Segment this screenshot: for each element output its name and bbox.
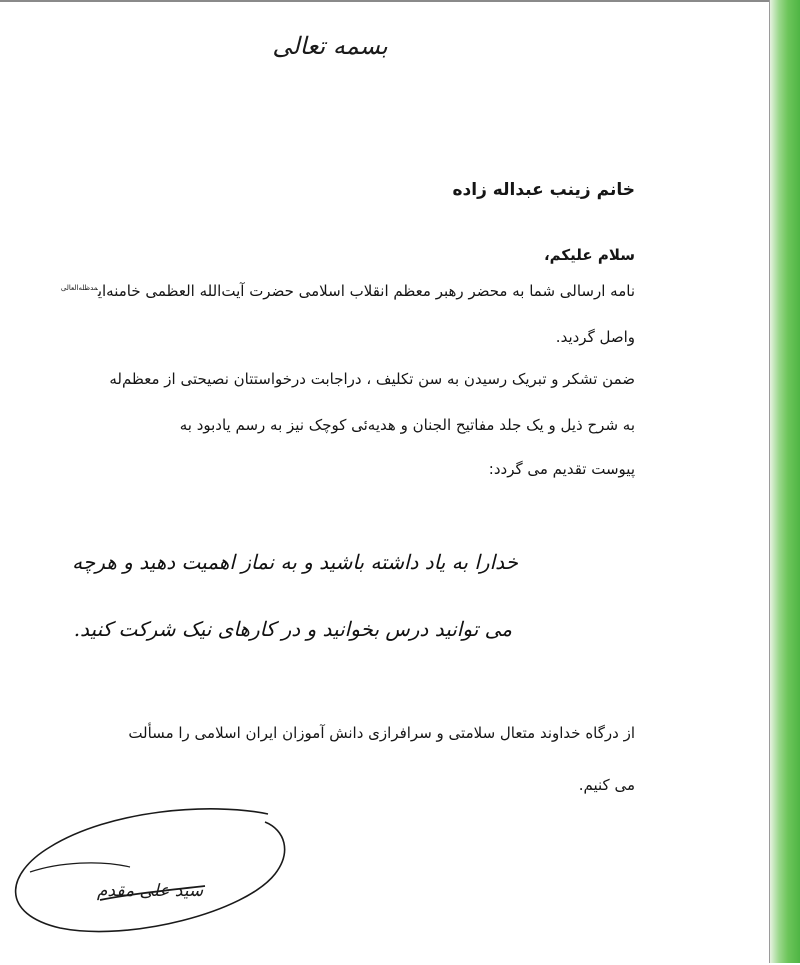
paragraph2-line3: پیوست تقدیم می گردد: <box>488 460 635 478</box>
paragraph1-line2: واصل گردید. <box>555 328 635 346</box>
paragraph1-line1 <box>61 282 635 300</box>
paragraph1-main: نامه ارسالی شما به محضر رهبر معظم انقلاب اسلامی حضرت آیت‌الله العظمی خامنه‌ای <box>97 282 635 300</box>
honorific-superscript: مدظله‌العالی <box>60 284 98 292</box>
green-binder-edge <box>770 0 800 963</box>
greeting: سلام علیکم، <box>543 246 635 264</box>
recipient-name: خانم زینب عبداله زاده <box>452 180 635 200</box>
handwritten-signature <box>0 802 300 942</box>
bismillah-heading: بسمه تعالی <box>272 32 388 60</box>
paragraph2-line2: به شرح ذیل و یک جلد مفاتیح الجنان و هدیه‌ئی کوچک نیز به رسم یادبود به <box>179 416 635 434</box>
closing-line2: می کنیم. <box>578 776 635 794</box>
signature-name: سید علی مقدم <box>96 881 204 901</box>
quote-line2: می توانید درس بخوانید و در کارهای نیک شرکت کنید. <box>73 617 512 641</box>
closing-line1: از درگاه خداوند متعال سلامتی و سرافرازی دانش آموزان ایران اسلامی را مسألت <box>128 724 635 742</box>
paragraph2-line1: ضمن تشکر و تبریک رسیدن به سن تکلیف ، دراجابت درخواستتان نصیحتی از معظم‌له <box>109 370 635 388</box>
quote-line1: خدارا به یاد داشته باشید و به نماز اهمیت دهید و هرچه <box>72 550 518 574</box>
